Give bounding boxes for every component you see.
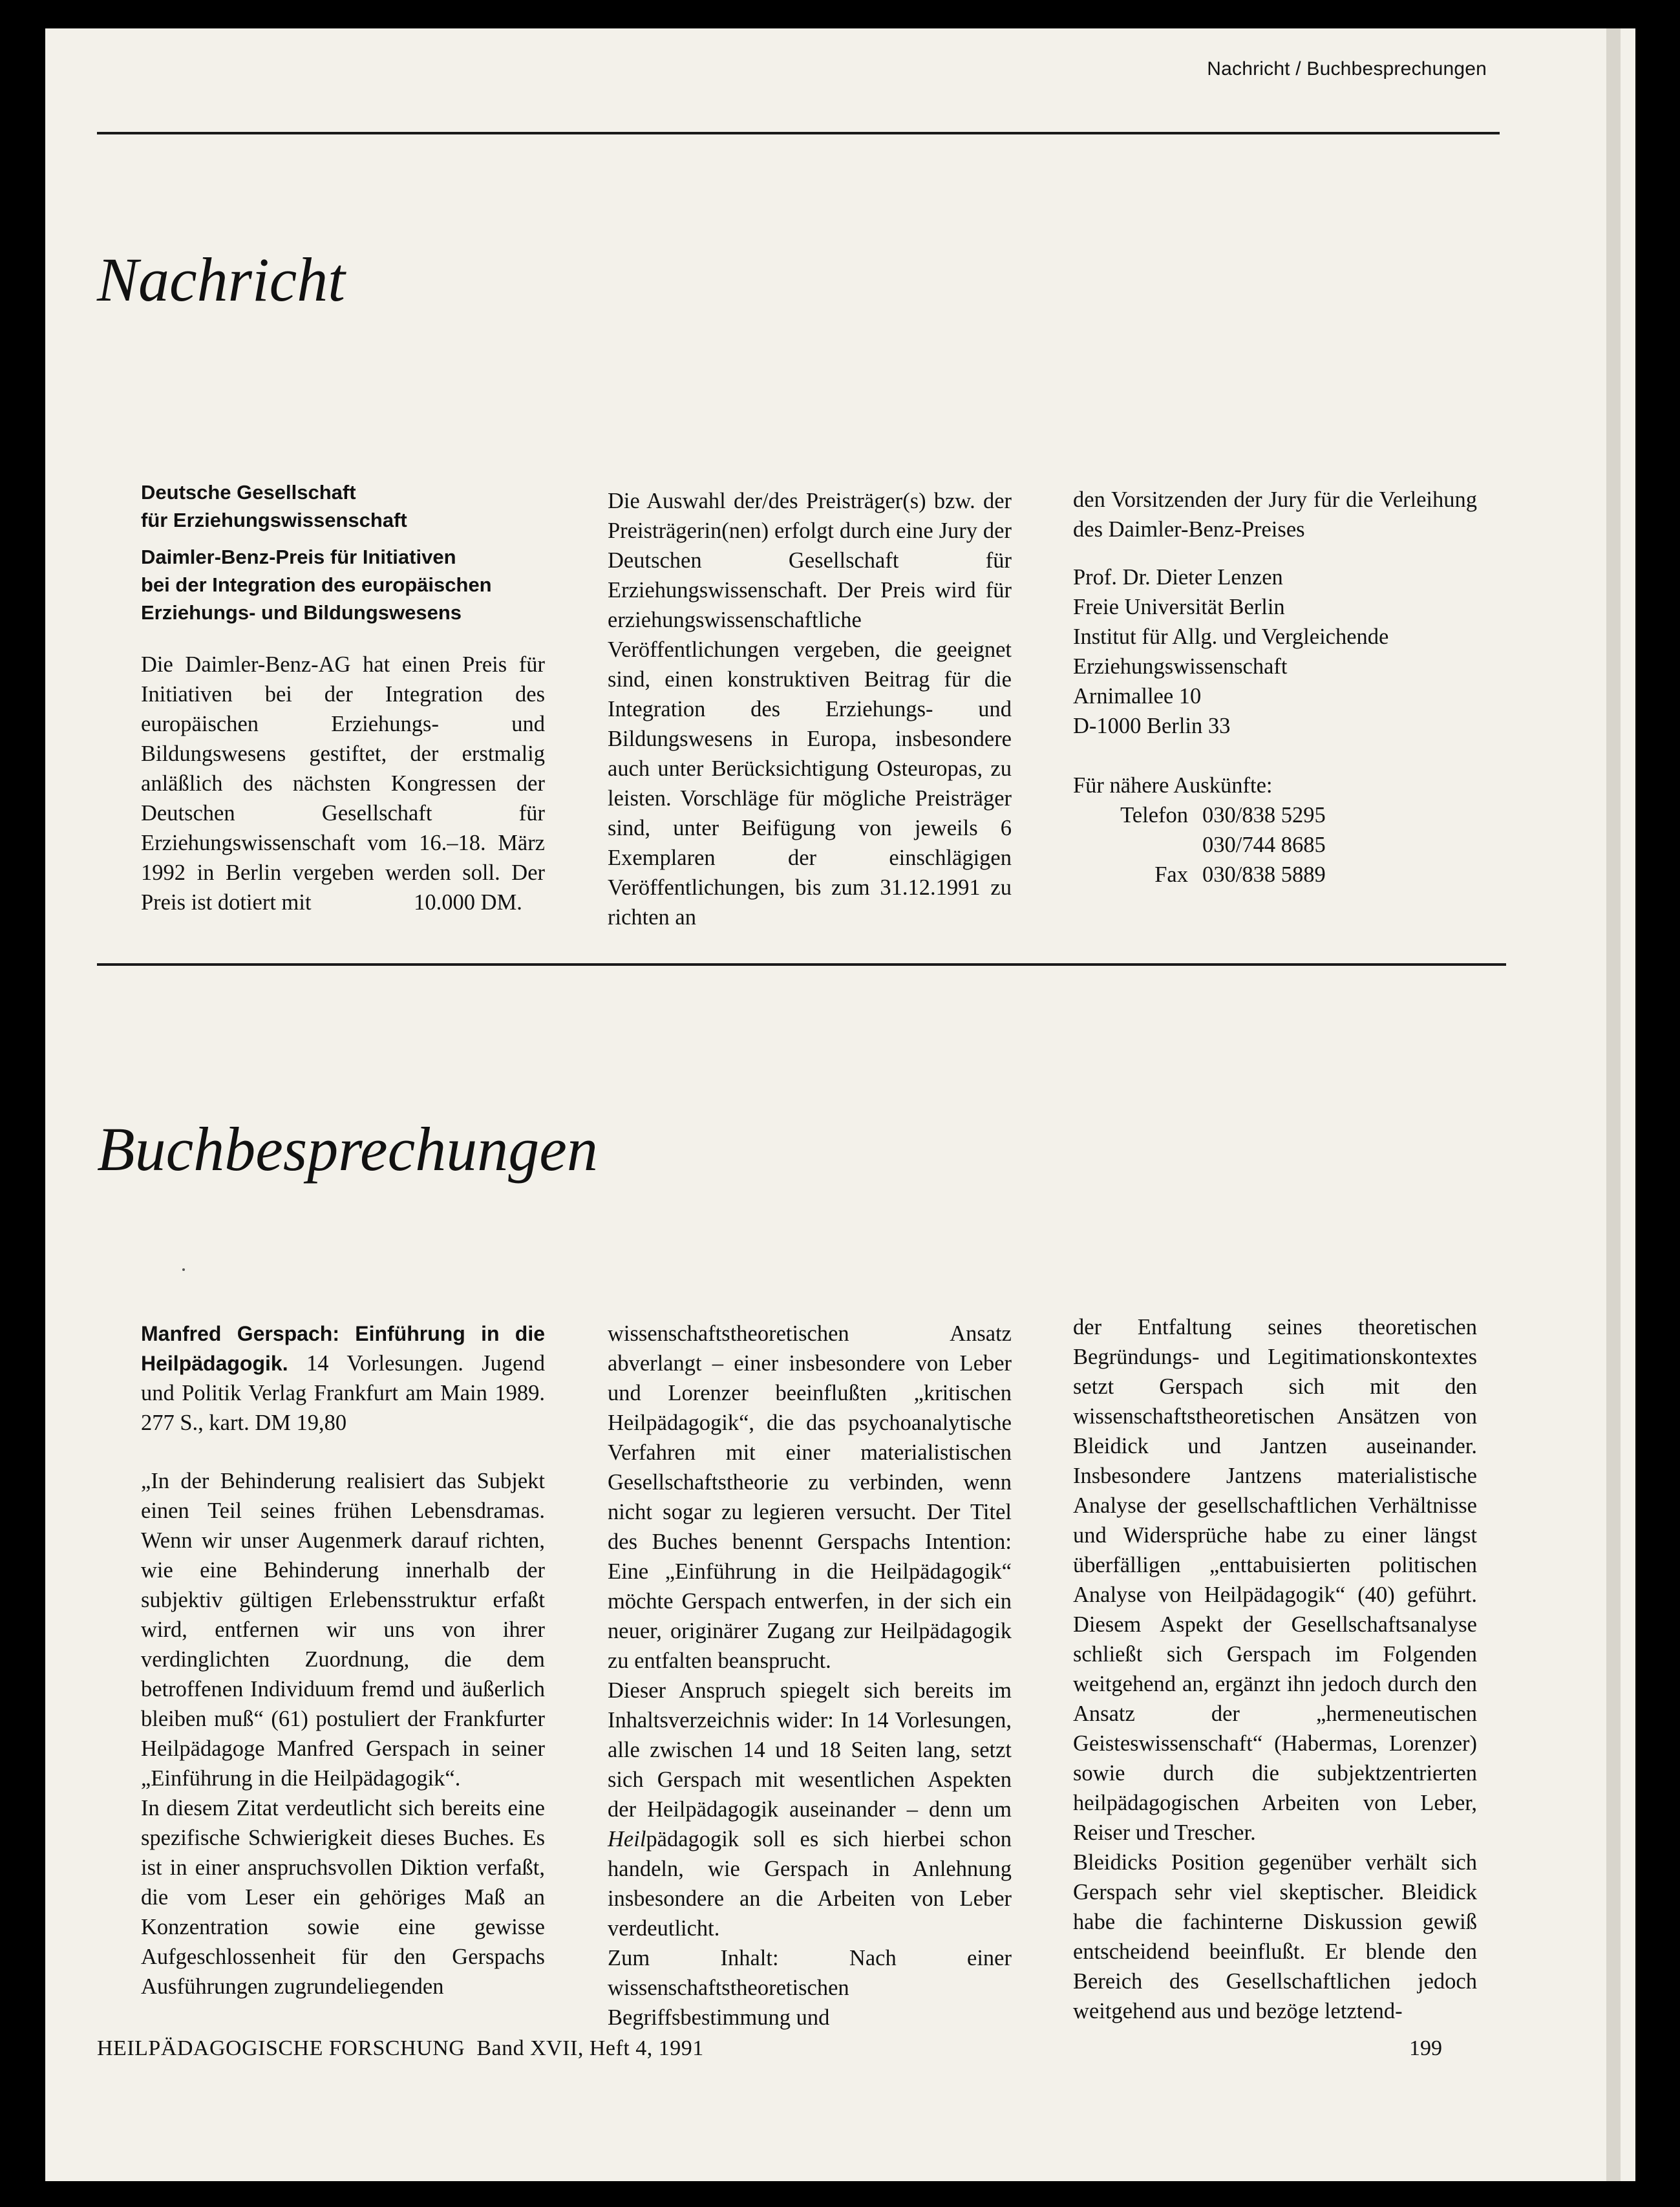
nachricht-column-1 (141, 478, 545, 917)
prize-heading: Daimler-Benz-Preis für Initiativen bei der Integration des europäischen Erziehungs- und Bildungswesens (141, 546, 492, 624)
footer-journal (97, 2036, 704, 2061)
nachricht-column-3 (1073, 485, 1477, 890)
page-number: 199 (1409, 2036, 1442, 2060)
address-line: Freie Universität Berlin (1073, 595, 1285, 619)
phone-label: Fax (1154, 862, 1188, 887)
buchbesprechungen-title: Buchbesprechungen (97, 1114, 598, 1184)
book-author-title: Manfred Gerspach: Einführung in die Heilpädagogik. (141, 1322, 545, 1375)
phone-number: 030/838 5889 (1202, 862, 1326, 887)
review-paragraph: In diesem Zitat verdeutlicht sich bereits eine spezifische Schwierigkeit dieses Buches. Es ist in einer anspruchsvollen Diktion verfaßt, die vom Leser ein gehöriges Maß an Konzentration sowie eine gewisse Aufgeschlossenheit für den Gerspachs Ausführungen zugrundeliegenden (141, 1796, 545, 1999)
nachricht-title: Nachricht (97, 245, 345, 314)
address-line: D-1000 Berlin 33 (1073, 714, 1231, 738)
section-rule (97, 963, 1506, 966)
review-column-3 (1073, 1312, 1477, 2026)
phone-row (1073, 830, 1477, 860)
review-emphasis: Heil (608, 1827, 646, 1851)
review-column-2 (608, 1319, 1012, 2032)
address-line: Erziehungswissenschaft (1073, 654, 1288, 679)
review-paragraph: wissenschaftstheoretischen Ansatz abverlangt – einer insbesondere von Leber und Lorenzer beeinflußten „kritischen Heilpädagogik“, die das psychoanalytische Verfahren mit einer materialistischen Gesellschaftstheorie zu verbinden, wenn nicht sogar zu legieren versucht. Der Titel des Buches benennt Gerspachs Intention: Eine „Einführung in die Heilpädagogik“ möchte Gerspach entwerfen, in der sich ein neuer, originärer Zugang zur Heilpädagogik zu entfalten beansprucht. (608, 1321, 1012, 1673)
review-paragraph (608, 1676, 1012, 1943)
phone-number: 030/744 8685 (1202, 833, 1326, 857)
address-line: Institut für Allg. und Vergleichende (1073, 624, 1389, 649)
running-head: Nachricht / Buchbesprechungen (1207, 58, 1487, 80)
phone-label: Telefon (1120, 803, 1188, 827)
print-speck (182, 1268, 185, 1271)
review-paragraph: der Entfaltung seines theoretischen Begründungs- und Legitimationskontextes setzt Gerspach sich mit den wissenschaftstheoretischen Ansätzen von Bleidick und Jantzen auseinander. Insbesondere Jantzens materialistische Analyse der gesellschaftlichen Verhältnisse und Widersprüche habe zu einer längst überfälligen „enttabuisierten politischen Analyse von Heilpädagogik“ (40) geführt. Diesem Aspekt der Gesellschaftsanalyse schließt sich Gerspach im Folgenden weitgehend an, ergänzt ihn jedoch durch den Ansatz der „hermeneutischen Geisteswissenschaft“ (Habermas, Lorenzer) sowie durch die subjektzentrierten heilpädagogischen Arbeiten von Leber, Reiser und Trescher. (1073, 1315, 1477, 1845)
review-paragraph: „In der Behinderung realisiert das Subjekt einen Teil seines frühen Lebensdramas. Wenn wir unser Augenmerk darauf richten, wie eine Behinderung innerhalb der subjektiv gültigen Erlebensstruktur erfaßt wird, entfernen wir uns von ihrer verdinglichten Zuordnung, die dem betroffenen Individuum fremd und äußerlich bleiben muß“ (61) postuliert der Frankfurter Heilpädagoge Manfred Gerspach in seiner „Einführung in die Heilpädagogik“. (141, 1469, 545, 1791)
address-line: Prof. Dr. Dieter Lenzen (1073, 565, 1283, 590)
nachricht-column-2 (608, 486, 1012, 932)
address-line: Arnimallee 10 (1073, 684, 1202, 709)
prize-amount: 10.000 DM. (414, 890, 522, 915)
org-heading: Deutsche Gesellschaft für Erziehungswissenschaft (141, 481, 407, 531)
journal-issue: Band XVII, Heft 4, 1991 (476, 2036, 704, 2060)
header-rule (97, 132, 1500, 134)
jury-text: Die Auswahl der/des Preisträger(s) bzw. der Preisträgerin(nen) erfolgt durch eine Jury der Deutschen Gesellschaft für Erziehungswissenschaft. Der Preis wird für erziehungswissenschaftliche Veröffentlichungen vergeben, die geeignet sind, einen konstruktiven Beitrag für die Integration des Erziehungs- und Bildungswesens in Europa, insbesondere auch unter Berücksichtigung Osteuropas, zu leisten. Vorschläge für mögliche Preisträger sind, unter Beifügung von jeweils 6 Exemplaren der einschlägigen Veröffentlichungen, bis zum 31.12.1991 zu richten an (608, 489, 1012, 930)
info-label: Für nähere Auskünfte: (1073, 773, 1273, 798)
book-details: 14 Vorlesungen. Jugend und Politik Verlag Frankfurt am Main 1989. 277 S., kart. DM 19,80 (141, 1351, 545, 1435)
page-edge (1606, 28, 1621, 2181)
jury-intro: den Vorsitzenden der Jury für die Verleihung des Daimler-Benz-Preises (1073, 487, 1477, 542)
review-column-1 (141, 1319, 545, 2001)
phone-label (1073, 830, 1202, 860)
phone-number: 030/838 5295 (1202, 803, 1326, 827)
phone-row (1073, 800, 1477, 830)
phone-row (1073, 860, 1477, 890)
review-paragraph: Zum Inhalt: Nach einer wissenschaftstheoretischen Begriffsbestimmung und (608, 1946, 1012, 2030)
prize-description (141, 650, 545, 917)
review-text: pädagogik soll es sich hierbei schon handeln, wie Gerspach in Anlehnung insbesondere an die Arbeiten von Leber verdeutlicht. (608, 1827, 1012, 1941)
book-citation (141, 1319, 545, 1438)
review-paragraph: Bleidicks Position gegenüber verhält sich Gerspach sehr viel skeptischer. Bleidick habe die fachinterne Diskussion gewiß entscheidend beeinflußt. Er blende den Bereich des Gesellschaftlichen jedoch weitgehend aus und bezöge letztend- (1073, 1850, 1477, 2023)
address-block (1073, 562, 1477, 741)
review-text: Dieser Anspruch spiegelt sich bereits im Inhaltsverzeichnis wider: In 14 Vorlesungen, alle zwischen 14 und 18 Seiten lang, setzt sich Gerspach mit wesentlichen Aspekten der Heilpädagogik auseinander – denn um (608, 1678, 1012, 1822)
journal-name: HEILPÄDAGOGISCHE FORSCHUNG (97, 2036, 465, 2060)
prize-description-text: Die Daimler-Benz-AG hat einen Preis für Initiativen bei der Integration des europäischen Erziehungs- und Bildungswesens gestiftet, der erstmalig anläßlich des nächsten Kongressen der Deutschen Gesellschaft für Erziehungswissenschaft vom 16.–18. März 1992 in Berlin vergeben werden soll. Der Preis ist dotiert mit (141, 652, 545, 915)
